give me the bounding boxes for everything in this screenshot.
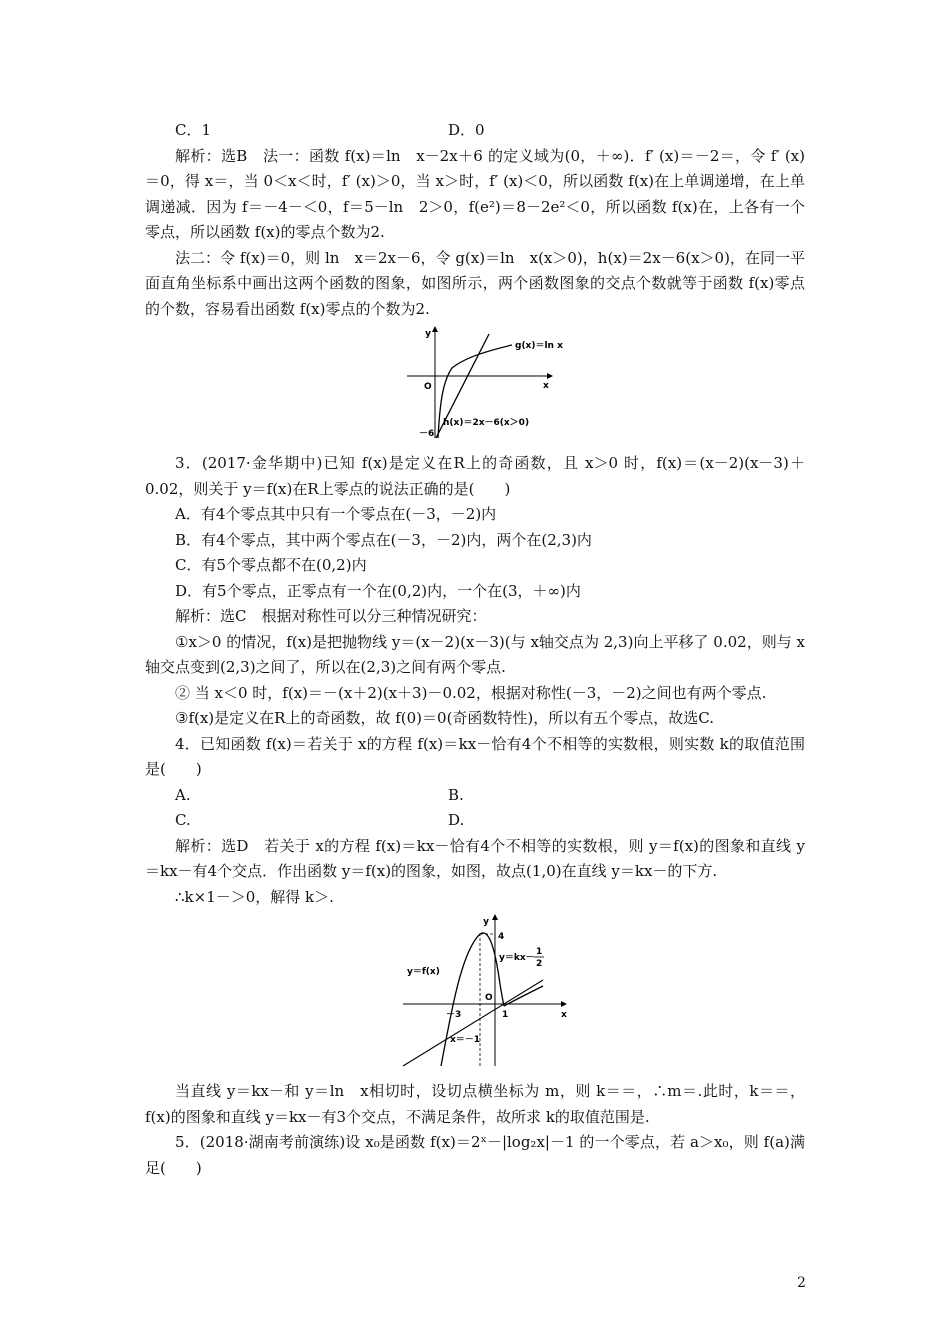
q2-solution-method1: 解析：选B 法一：函数 f(x)＝ln x－2x＋6 的定义域为(0，＋∞)．f′ (x)＝－2＝，令 f′ (x)＝0，得 x＝，当 0＜x＜时，f′ (x)＞0，当 x＞时，f′ (x)＜0，所以函数 f(x)在上单调递增，在上单调递减．因为 f＝－4－＜0，f＝5－ln 2＞0，f(e²)＝8－2e²＜0，所以函数 f(x)在，上各有一个零点，所以函数 f(x)的零点个数为2.	[145, 146, 805, 241]
q2-option-d: D．0	[448, 121, 485, 139]
xeq-label: x＝－1	[450, 1035, 481, 1045]
q3-stem: 3．(2017·金华期中)已知 f(x)是定义在R上的奇函数，且 x＞0 时，f(x)＝(x－2)(x－3)＋0.02，则关于 y＝f(x)在R上零点的说法正确的是( )	[145, 454, 805, 498]
q3-case3: ③f(x)是定义在R上的奇函数，故 f(0)＝0(奇函数特性)，所以有五个零点，故选C.	[175, 709, 714, 727]
q3-option-b: B．有4个零点，其中两个零点在(－3，－2)内，两个在(2,3)内	[175, 530, 592, 549]
document-body	[145, 118, 805, 1181]
q3-option-d: D．有5个零点，正零点有一个在(0,2)内，一个在(3，＋∞)内	[175, 581, 581, 600]
q4-stem: 4．已知函数 f(x)＝若关于 x的方程 f(x)＝kx－恰有4个不相等的实数根，则实数 k的取值范围是( )	[145, 734, 805, 778]
line-kx	[403, 980, 543, 1066]
q4-solution: 解析：选D 若关于 x的方程 f(x)＝kx－恰有4个不相等的实数根，则 y＝f(x)的图象和直线 y＝kx－有4个交点．作出函数 y＝f(x)的图象，如图，故点(1,0)在直线 y＝kx－的下方.	[145, 836, 805, 880]
q4-option-b: B.	[448, 785, 464, 804]
q4-option-d: D.	[448, 811, 465, 829]
fx-label: y＝f(x)	[407, 967, 440, 977]
one-label: 1	[502, 1010, 509, 1020]
x-axis-arrow	[561, 1001, 567, 1007]
h-label: h(x)＝2x－6(x＞0)	[443, 418, 530, 428]
q3-case1: ①x＞0 的情况，f(x)是把抛物线 y＝(x－2)(x－3)(与 x轴交点为 2,3)向上平移了 0.02，则与 x轴交点变到(2,3)之间了，所以在(2,3)之间有两个零点.	[145, 632, 805, 676]
figure1-x-label: x	[543, 381, 549, 391]
q2-option-c: C．1	[175, 121, 212, 139]
neg6-label: －6	[419, 429, 435, 439]
x-axis-arrow	[547, 373, 553, 379]
figure2-graph	[403, 914, 578, 1069]
figure2-origin-label: O	[485, 993, 493, 1003]
figure1-y-label: y	[425, 329, 431, 339]
figure1-origin-label: O	[424, 382, 432, 392]
figure2-y-label: y	[483, 917, 489, 927]
y-axis-arrow	[432, 326, 438, 332]
neg3-label: －3	[446, 1010, 462, 1020]
q2-solution-method2: 法二：令 f(x)＝0，则 ln x＝2x－6，令 g(x)＝ln x(x＞0)，h(x)＝2x－6(x＞0)，在同一平面直角坐标系中画出这两个函数的图象，如图所示，两个函数图象的交点个数就等于函数 f(x)零点的个数，容易看出函数 f(x)零点的个数为2.	[145, 248, 805, 318]
y-axis-arrow	[492, 914, 498, 920]
figure-ln-vs-line	[407, 326, 592, 441]
figure-piecewise	[403, 914, 578, 1069]
q4-options-row-2	[145, 808, 805, 834]
q3-option-a: A．有4个零点其中只有一个零点在(－3，－2)内	[175, 505, 497, 523]
q3-option-c: C．有5个零点都不在(0,2)内	[175, 556, 367, 574]
figure2-x-label: x	[561, 1010, 567, 1020]
page-number: 2	[797, 1275, 806, 1291]
q4-therefore: ∴k×1－＞0，解得 k＞.	[175, 887, 334, 906]
q4-after-figure: 当直线 y＝kx－和 y＝ln x相切时，设切点横坐标为 m，则 k＝＝，∴m＝.此时，k＝＝，f(x)的图象和直线 y＝kx－有3个交点，不满足条件，故所求 k的取值范围是.	[145, 1082, 805, 1126]
fraction-denominator: 2	[536, 959, 543, 969]
q4-option-c: C.	[175, 811, 191, 829]
q3-case2: ② 当 x＜0 时，f(x)＝－(x＋2)(x＋3)－0.02，根据对称性(－3，－2)之间也有两个零点.	[175, 683, 767, 702]
g-label: g(x)＝ln x	[515, 341, 563, 351]
q4-options-row-1	[145, 783, 805, 809]
q2-options-row	[145, 118, 805, 144]
figure1-graph	[407, 326, 592, 441]
fraction-numerator: 1	[536, 947, 543, 957]
line-label: y＝kx－	[499, 953, 535, 963]
log-curve	[504, 986, 543, 1006]
four-label: 4	[498, 932, 505, 942]
q4-option-a: A.	[175, 785, 191, 804]
q5-stem: 5．(2018·湖南考前演练)设 x₀是函数 f(x)＝2ˣ－|log₂x|－1 的一个零点，若 a＞x₀，则 f(a)满足( )	[145, 1133, 805, 1177]
q3-solution: 解析：选C 根据对称性可以分三种情况研究：	[175, 607, 487, 625]
